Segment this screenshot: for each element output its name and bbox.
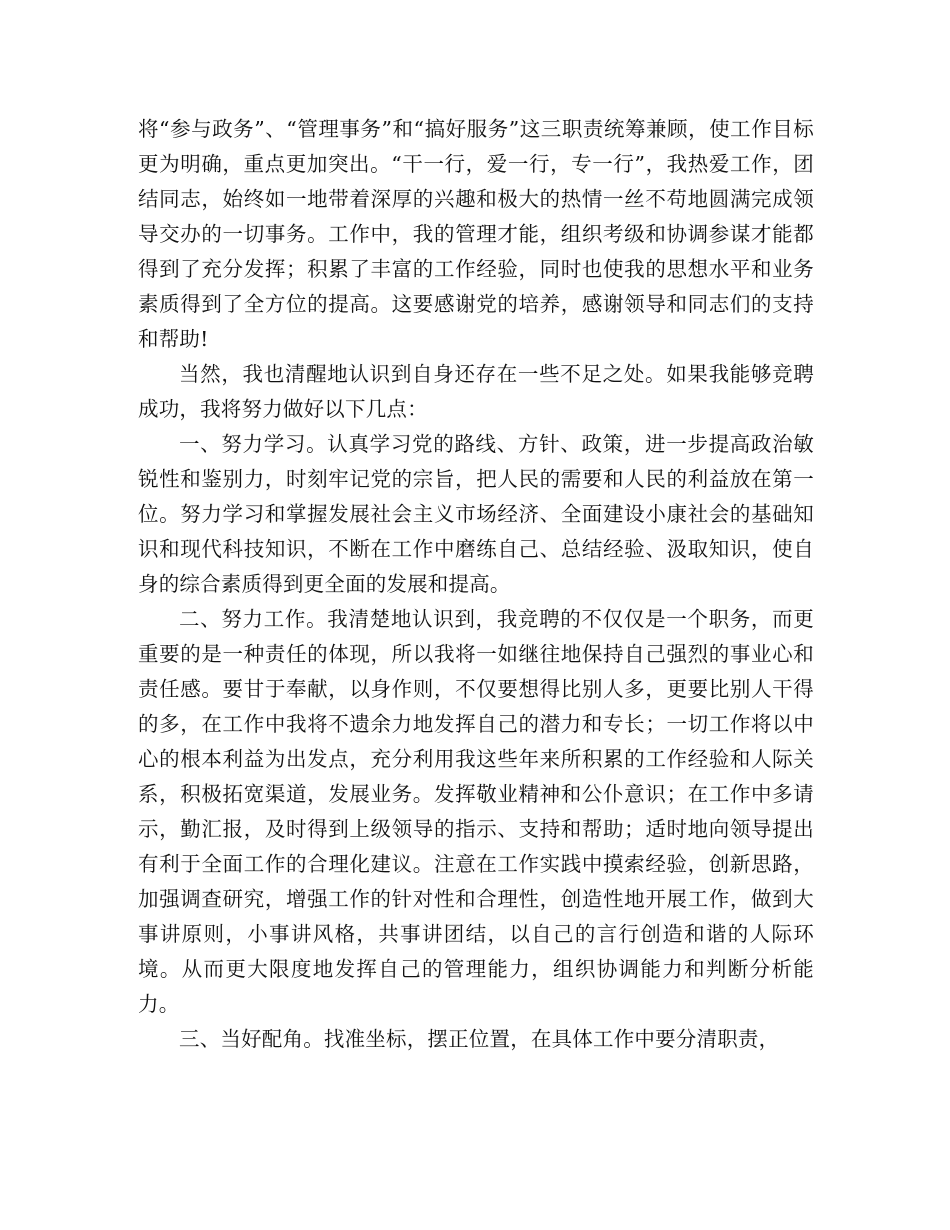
document-body (138, 112, 814, 1057)
paragraph-point-supporting-role: 三、当好配角。找准坐标，摆正位置，在具体工作中要分清职责， (179, 1027, 780, 1051)
paragraph-point-study: 一、努力学习。认真学习党的路线、方针、政策，进一步提高政治敏锐性和鉴别力，时刻牢记党的宗旨，把人民的需要和人民的利益放在第一位。努力学习和掌握发展社会主义市场经济、全面建设小康社会的基础知识和现代科技知识，不断在工作中磨练自己、总结经验、汲取知识，使自身的综合素质得到更全面的发展和提高。 (138, 432, 814, 596)
paragraph-point-work: 二、努力工作。我清楚地认识到，我竞聘的不仅仅是一个职务，而更重要的是一种责任的体现，所以我将一如继往地保持自己强烈的事业心和责任感。要甘于奉献，以身作则，不仅要想得比别人多，更要比别人干得的多，在工作中我将不遗余力地发挥自己的潜力和专长；一切工作将以中心的根本利益为出发点，充分利用我这些年来所积累的工作经验和人际关系，积极拓宽渠道，发展业务。发挥敬业精神和公仆意识；在工作中多请示，勤汇报，及时得到上级领导的指示、支持和帮助；适时地向领导提出有利于全面工作的合理化建议。注意在工作实践中摸索经验，创新思路，加强调查研究，增强工作的针对性和合理性，创造性地开展工作，做到大事讲原则，小事讲风格，共事讲团结，以自己的言行创造和谐的人际环境。从而更大限度地发挥自己的管理能力，组织协调能力和判断分析能力。 (138, 607, 814, 1016)
paragraph-self-assessment: 当然，我也清醒地认识到自身还存在一些不足之处。如果我能够竞聘成功，我将努力做好以下几点： (138, 362, 814, 421)
paragraph-continuation: 将“参与政务”、“管理事务”和“搞好服务”这三职责统筹兼顾，使工作目标更为明确，重点更加突出。“干一行，爱一行，专一行”，我热爱工作，团结同志，始终如一地带着深厚的兴趣和极大的热情一丝不苟地圆满完成领导交办的一切事务。工作中，我的管理才能，组织考级和协调参谋才能都得到了充分发挥；积累了丰富的工作经验，同时也使我的思想水平和业务素质得到了全方位的提高。这要感谢党的培养，感谢领导和同志们的支持和帮助! (138, 117, 814, 351)
